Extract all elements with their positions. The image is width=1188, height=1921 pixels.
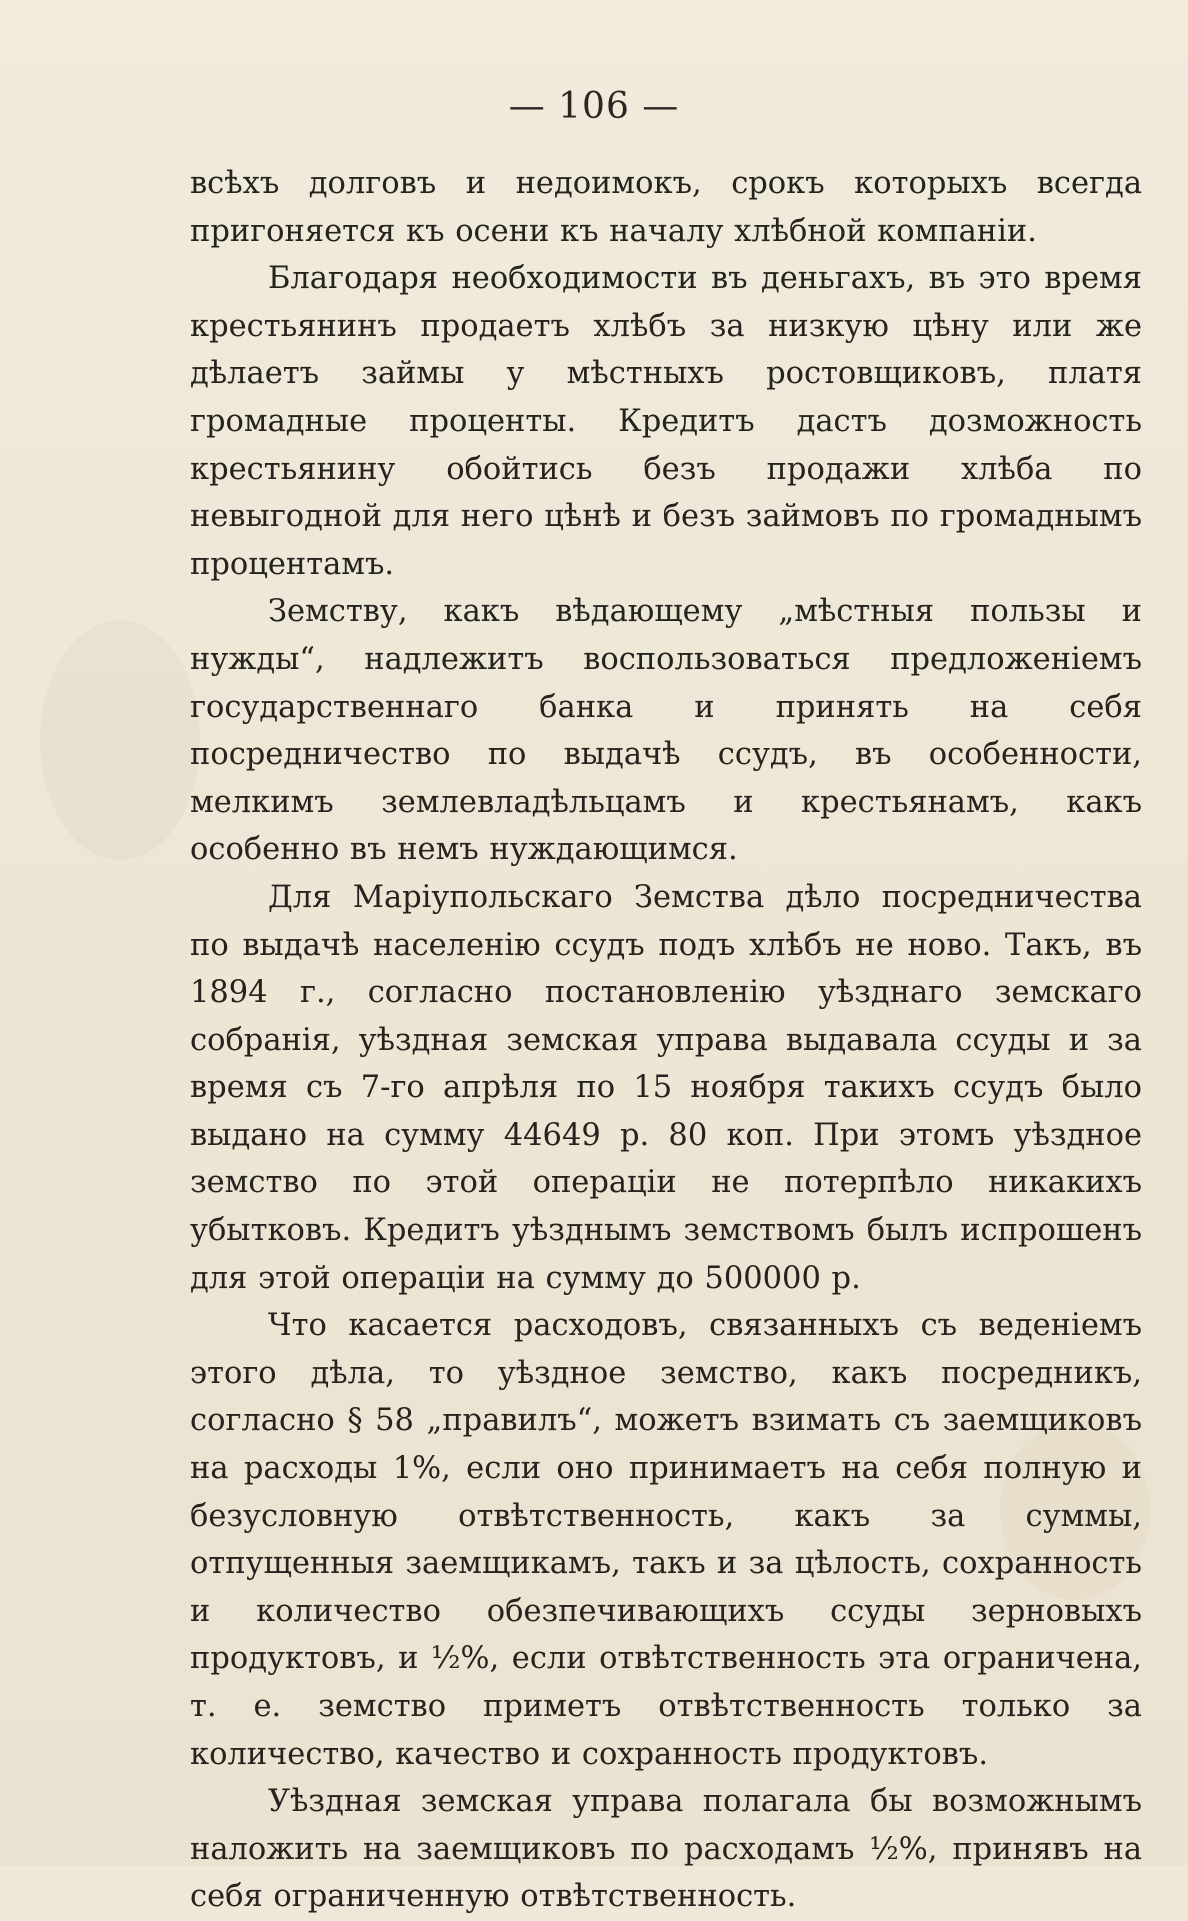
paragraph: Благодаря необходимости въ деньгахъ, въ это время крестьянинъ продаетъ хлѣбъ за низкую цѣну или же дѣлаетъ займы у мѣстныхъ ростовщиковъ, платя громадные проценты. Кредитъ дастъ дозможность крестьянину обойтись безъ продажи хлѣба по невыгодной для него цѣнѣ и безъ займовъ по громаднымъ процентамъ.: [190, 261, 1142, 582]
paper-stain: [40, 620, 200, 860]
paragraph: Что касается расходовъ, связанныхъ съ веденіемъ этого дѣла, то уѣздное земство, какъ посредникъ, согласно § 58 „правилъ“, можетъ взимать съ заемщиковъ на расходы 1%, если оно принимаетъ на себя полную и безусловную отвѣтственность, какъ за суммы, отпущенныя заемщикамъ, такъ и за цѣлость, сохранность и количество обезпечивающихъ ссуды зерновыхъ продуктовъ, и ½%, если отвѣтственность эта ограничена, т. е. земство приметъ отвѣтственность только за количество, качество и сохранность продуктовъ.: [190, 1308, 1142, 1772]
paragraph: Земству, какъ вѣдающему „мѣстныя пользы и нужды“, надлежитъ воспользоваться предложеніемъ государственнаго банка и принять на себя посредничество по выдачѣ ссудъ, въ особенности, мелкимъ землевладѣльцамъ и крестьянамъ, какъ особенно въ немъ нуждающимся.: [190, 594, 1142, 868]
paragraph: Уѣздная земская управа полагала бы возможнымъ наложить на заемщиковъ по расходамъ ½%, принявъ на себя ограниченную отвѣтственность.: [190, 1784, 1142, 1915]
page-number: — 106 —: [508, 86, 680, 127]
paragraph: всѣхъ долговъ и недоимокъ, срокъ которыхъ всегда пригоняется къ осени къ началу хлѣбной компаніи.: [190, 166, 1142, 249]
paragraph: Для Маріупольскаго Земства дѣло посредничества по выдачѣ населенію ссудъ подъ хлѣбъ не ново. Такъ, въ 1894 г., согласно постановленію уѣзднаго земскаго собранія, уѣздная земская управа выдавала ссуды и за время съ 7-го апрѣля по 15 ноября такихъ ссудъ было выдано на сумму 44649 р. 80 коп. При этомъ уѣздное земство по этой операціи не потерпѣло никакихъ убытковъ. Кредитъ уѣзднымъ земствомъ былъ испрошенъ для этой операціи на сумму до 500000 р.: [190, 879, 1142, 1296]
body-text: [190, 160, 1142, 1921]
